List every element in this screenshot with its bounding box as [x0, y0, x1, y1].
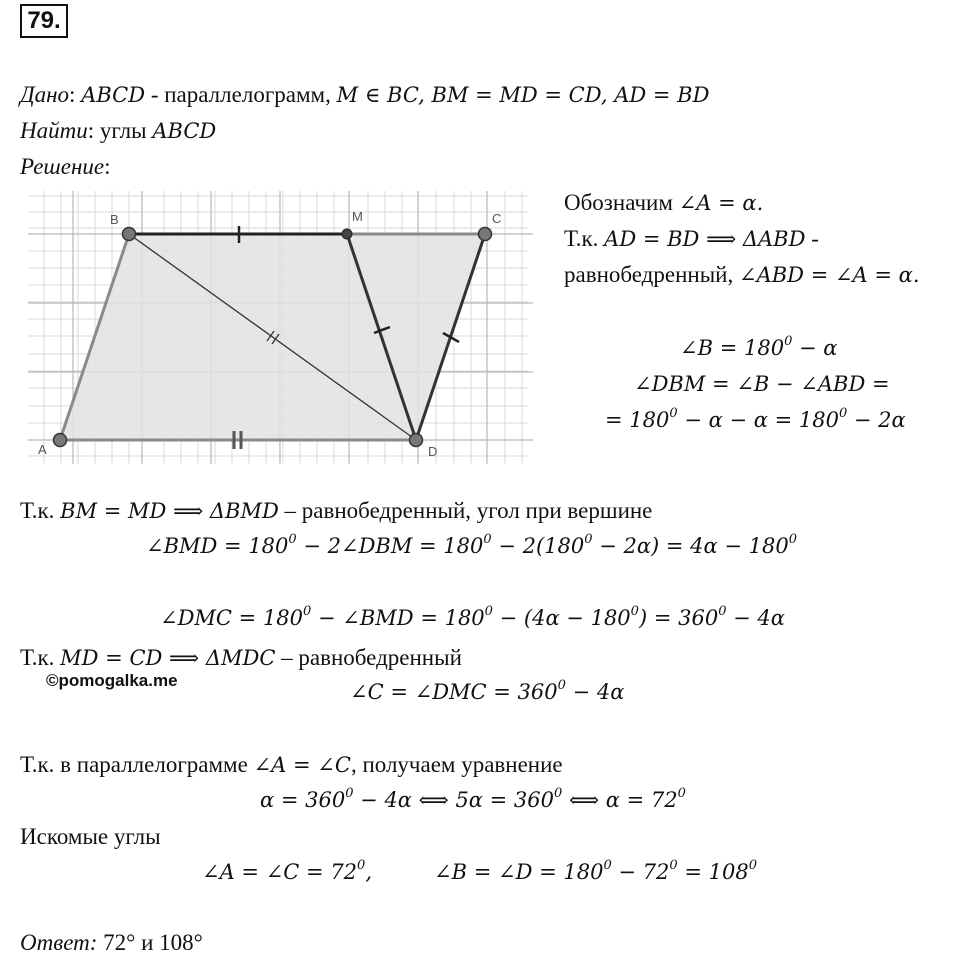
given-sep: : [69, 82, 76, 107]
solution-label: Решение [20, 154, 105, 179]
right-line-2-tail: - [805, 226, 819, 251]
formula-bmd-s4: 0 [788, 532, 798, 547]
given-equalities: BM = MD = CD, AD = BD [431, 83, 710, 107]
formula-b-sup: 0 [784, 334, 793, 349]
given-bc: BC [387, 83, 419, 107]
formula-dmc-d: ) = 360 [638, 606, 719, 630]
right-line-2-math: AD = BD ⟹ ΔABD [604, 227, 806, 251]
formula-dmc [160, 606, 785, 630]
given-text: - параллелограмм, [145, 82, 337, 107]
formula-bmd-s1: 0 [288, 532, 297, 547]
formula-b [680, 336, 837, 360]
formula-equation-a: α = 360 [260, 788, 346, 812]
find-label: Найти [20, 118, 88, 143]
formula-equation-b: − 4α ⟺ 5α = 360 [353, 788, 555, 812]
formula-dbm [634, 372, 890, 396]
formula-dmc-s1: 0 [303, 604, 312, 619]
given-line [20, 82, 709, 108]
given-in: ∈ [358, 83, 387, 107]
given-label: Дано [20, 82, 70, 107]
formula-result-ac-a: ∠A = ∠C = 72 [202, 860, 358, 884]
label-c: C [492, 211, 502, 226]
formula-bmd-c: − 2(180 [491, 534, 585, 558]
label-d: D [428, 444, 438, 459]
solution-line [20, 154, 111, 180]
formula-b-a: ∠B = 180 [680, 336, 785, 360]
formula-result-bd-e: = 108 [677, 860, 749, 884]
formula-dbm-value-sup2: 0 [838, 406, 848, 421]
formula-result-bd-s2: 0 [603, 858, 612, 873]
paragraph-bmd-text: Т.к. [20, 498, 61, 523]
paragraph-result: Искомые углы [20, 824, 161, 849]
point-d [410, 434, 423, 447]
formula-result-bd-d: − 72 [611, 860, 670, 884]
right-line-3 [564, 262, 920, 288]
formula-dmc-e: − 4α [726, 606, 785, 630]
watermark: ©pomogalka.me [46, 671, 178, 690]
formula-dbm-value-c: − 2α [847, 408, 906, 432]
formula-result-bd [434, 860, 757, 884]
formula-dmc-c: − (4α − 180 [492, 606, 631, 630]
formula-bmd-a: ∠BMD = 180 [146, 534, 289, 558]
formula-equation [260, 788, 686, 812]
point-m [342, 229, 352, 239]
formula-dmc-s2: 0 [484, 604, 493, 619]
formula-bmd-b: − 2∠DBM = 180 [296, 534, 484, 558]
point-a [54, 434, 67, 447]
formula-c-s1: 0 [557, 678, 566, 693]
find-abcd: ABCD [152, 119, 217, 143]
paragraph-bmd-math: BM = MD ⟹ ΔBMD [60, 499, 279, 523]
right-line-3-math: ∠ABD = ∠A = α. [738, 263, 920, 287]
right-line-1 [564, 190, 763, 216]
formula-dmc-b: − ∠BMD = 180 [311, 606, 485, 630]
formula-c [350, 680, 624, 704]
paragraph-equation-tail: , получаем уравнение [350, 752, 563, 777]
answer-text: 72° и 108° [97, 930, 203, 955]
formula-bmd [146, 534, 797, 558]
formula-equation-s2: 0 [554, 786, 563, 801]
formula-equation-c: ⟺ α = 72 [562, 788, 678, 812]
formula-dbm-value-sup1: 0 [669, 406, 678, 421]
answer-label: Ответ: [20, 930, 98, 955]
formula-equation-s1: 0 [345, 786, 354, 801]
right-line-2 [564, 226, 819, 252]
find-text: углы [94, 118, 153, 143]
given-m: M [336, 83, 359, 107]
right-line-3-text: равнобедренный, [564, 262, 739, 287]
paragraph-equation [20, 752, 563, 778]
label-a: A [38, 442, 47, 457]
formula-dmc-a: ∠DMC = 180 [160, 606, 304, 630]
given-abcd: ABCD [81, 83, 146, 107]
problem-number: 79. [20, 4, 68, 38]
formula-c-b: − 4α [565, 680, 625, 704]
find-sep: : [87, 118, 95, 143]
paragraph-mdc-math: MD = CD ⟹ ΔMDC [60, 646, 276, 670]
solution-sep: : [104, 154, 111, 179]
formula-dmc-s4: 0 [718, 604, 727, 619]
formula-result-ac-s1: 0 [357, 858, 366, 873]
point-c [479, 228, 492, 241]
formula-result-bd-s3: 0 [669, 858, 678, 873]
paragraph-bmd [20, 498, 652, 524]
parallelogram-figure [18, 186, 538, 466]
formula-c-a: ∠C = ∠DMC = 360 [350, 680, 558, 704]
given-comma: , [418, 83, 432, 107]
paragraph-mdc-tail: – равнобедренный [275, 645, 462, 670]
point-b [123, 228, 136, 241]
formula-dbm-value [605, 408, 906, 432]
formula-result-ac [202, 860, 372, 884]
formula-result-bd-s4: 0 [748, 858, 757, 873]
find-line [20, 118, 216, 144]
paragraph-equation-text: Т.к. в параллелограмме [20, 752, 254, 777]
formula-bmd-s2: 0 [483, 532, 492, 547]
paragraph-equation-math: ∠A = ∠C [253, 753, 351, 777]
label-m: M [352, 209, 363, 224]
formula-bmd-s3: 0 [584, 532, 593, 547]
formula-equation-s3: 0 [677, 786, 686, 801]
formula-dbm-text: ∠DBM = ∠B − ∠ABD = [634, 372, 890, 396]
answer-line [20, 930, 203, 956]
right-line-1-text: Обозначим [564, 190, 679, 215]
right-line-2-text: Т.к. [564, 226, 605, 251]
formula-b-b: − α [792, 336, 838, 360]
formula-result-ac-b: , [365, 860, 373, 884]
formula-dbm-value-a: = 180 [605, 408, 670, 432]
formula-result-bd-c: ∠B = ∠D = 180 [434, 860, 604, 884]
right-line-1-math: ∠A = α. [678, 191, 764, 215]
formula-bmd-d: − 2α) = 4α − 180 [592, 534, 789, 558]
paragraph-mdc-text: Т.к. [20, 645, 61, 670]
formula-dbm-value-b: − α − α = 180 [677, 408, 839, 432]
label-b: B [110, 212, 119, 227]
paragraph-mdc [20, 645, 462, 671]
paragraph-bmd-tail: – равнобедренный, угол при вершине [278, 498, 653, 523]
formula-dmc-s3: 0 [630, 604, 639, 619]
